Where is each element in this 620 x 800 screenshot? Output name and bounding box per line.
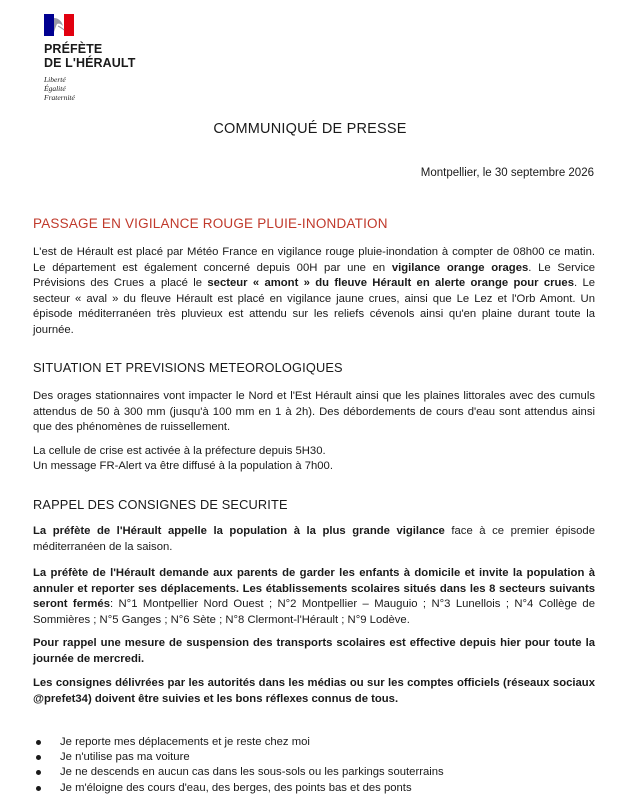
intro-text-1: L'est de Hérault est placé par Météo France en vigilance rouge pluie-inondation à compter de 08h00 ce matin. Le département est également concerné depuis 00H par une en (33, 246, 595, 274)
consignes-p2-rest: : N°1 Montpellier Nord Ouest ; N°2 Montpellier – Mauguio ; N°3 Lunellois ; N°4 Collège de Sommières ; N°5 Ganges ; N°6 Sète ; N°8 Clermont-l'Hérault ; N°9 Lodève. (33, 598, 596, 626)
alert-headline: PASSAGE EN VIGILANCE ROUGE PLUIE-INONDATION (33, 216, 388, 231)
bullet-icon (36, 770, 41, 775)
marianne-logo-icon (44, 14, 74, 36)
list-item (33, 750, 444, 765)
intro-paragraph (33, 245, 595, 339)
motto-fraternite: Fraternité (44, 93, 75, 102)
document-title: COMMUNIQUÉ DE PRESSE (213, 121, 407, 137)
consignes-p2-bold: La préfète de l'Hérault demande aux parents de garder les enfants à domicile et invite la population à annuler et reporter ses déplacements. Les établissements scolaires situés dans les 8 secteurs suivants seront fermés (33, 567, 595, 611)
motto-egalite: Égalité (44, 84, 66, 93)
intro-text-2: . Le Service Prévisions des Crues a placé le (33, 261, 595, 290)
intro-bold-2: secteur « amont » du fleuve Hérault en alerte orange pour crues (207, 277, 574, 290)
bullet-icon (36, 786, 41, 791)
consignes-paragraph-1 (33, 524, 595, 555)
list-item-text: Je reporte mes déplacements et je reste chez moi (60, 736, 310, 748)
list-item-text: Je m'éloigne des cours d'eau, des berges, des points bas et des ponts (60, 781, 412, 794)
date-line: Montpellier, le 30 septembre 2026 (420, 167, 594, 179)
consignes-p3-bold: Pour rappel une mesure de suspension des transports scolaires est effective depuis hier pour toute la journée de mercredi. (33, 637, 595, 665)
intro-text-3: . Le secteur « aval » du fleuve Hérault est placé en vigilance jaune crues, ainsi que Le Lez et l'Orb Amont. Un épisode méditerranéen très pluvieux est attendu sur les reliefs cévenols ainsi qu'en plaine durant toute la journée. (33, 277, 596, 336)
consignes-p1-bold: La préfète de l'Hérault appelle la population à la plus grande vigilance (33, 525, 445, 537)
bullet-icon (36, 740, 41, 745)
situation-paragraph-2: La cellule de crise est activée à la préfecture depuis 5H30. (33, 445, 326, 457)
section-title-situation: SITUATION ET PREVISIONS METEOROLOGIQUES (33, 360, 343, 375)
prefecture-logo (44, 14, 174, 102)
consignes-paragraph-3 (33, 636, 595, 667)
section-title-consignes: RAPPEL DES CONSIGNES DE SECURITE (33, 497, 288, 512)
consignes-paragraph-2 (33, 566, 595, 628)
consignes-paragraph-4 (33, 676, 595, 707)
consignes-p1-rest: face à ce premier épisode méditerranéen de la saison. (33, 525, 595, 553)
list-item (33, 781, 444, 796)
motto-liberte: Liberté (44, 75, 66, 84)
list-item-text: Je ne descends en aucun cas dans les sous-sols ou les parkings souterrains (60, 766, 444, 779)
list-item (33, 735, 444, 750)
intro-bold-1: vigilance orange orages (391, 261, 529, 274)
prefect-name-line1: PRÉFÈTE (44, 42, 103, 56)
situation-paragraph-1: Des orages stationnaires vont impacter le Nord et l'Est Hérault ainsi que les plaines littorales avec des cumuls attendus de 50 à 300 mm (jusqu'à 100 mm en 1 à 2h). Des débordements de cours d'eau sont attendus ainsi que des phénomènes de ruissellement. (33, 390, 595, 434)
republic-motto (44, 75, 174, 102)
prefect-name-line2: DE L'HÉRAULT (44, 56, 136, 70)
list-item-text: Je n'utilise pas ma voiture (60, 751, 190, 764)
bullet-icon (36, 755, 41, 760)
situation-paragraph-3: Un message FR-Alert va être diffusé à la population à 7h00. (33, 460, 333, 472)
consignes-p4-bold: Les consignes délivrées par les autorités dans les médias ou sur les comptes officiels (réseaux sociaux @prefet34) doivent être suivies et les bons réflexes connus de tous. (33, 677, 595, 705)
list-item (33, 765, 444, 780)
safety-reflexes-list (33, 735, 444, 796)
